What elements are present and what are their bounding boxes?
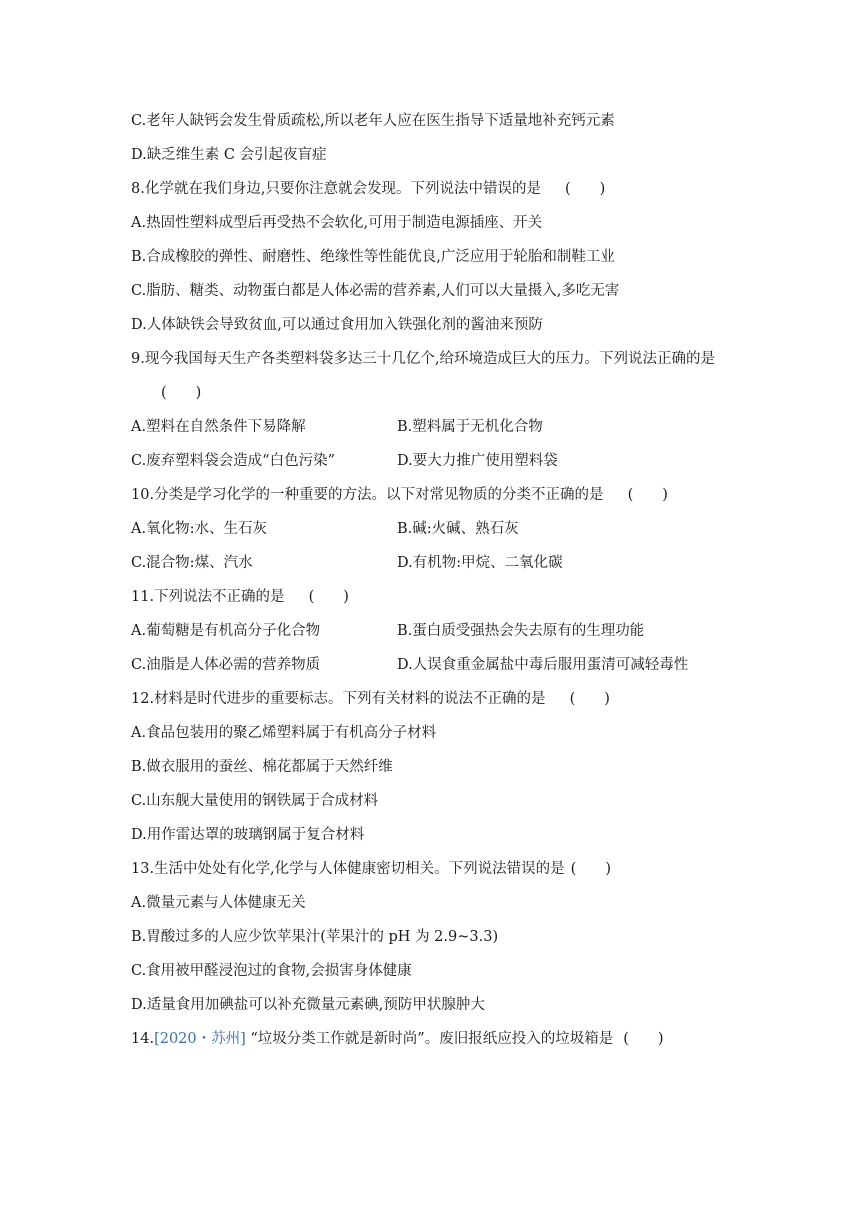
q9-stem: 9.现今我国每天生产各类塑料袋多达三十几亿个,给环境造成巨大的压力。下列说法正确的是 xyxy=(131,351,715,367)
q10-stem xyxy=(131,485,668,505)
q11-answer-paren: ( ) xyxy=(308,589,349,605)
q13-option-a: A.微量元素与人体健康无关 xyxy=(131,895,306,911)
q8-option-c: C.脂肪、糖类、动物蛋白都是人体必需的营养素,人们可以大量摄入,多吃无害 xyxy=(131,283,620,299)
q12-option-a: A.食品包装用的聚乙烯塑料属于有机高分子材料 xyxy=(131,725,437,741)
q11-stem xyxy=(131,587,349,607)
q8-answer-paren: ( ) xyxy=(564,181,606,197)
q14-stem-text: “垃圾分类工作就是新时尚”。废旧报纸应投入的垃圾箱是 xyxy=(250,1031,614,1047)
q14-number: 14. xyxy=(131,1031,155,1047)
q13-option-c: C.食用被甲醛浸泡过的食物,会损害身体健康 xyxy=(131,963,412,979)
q8-option-b: B.合成橡胶的弹性、耐磨性、绝缘性等性能优良,广泛应用于轮胎和制鞋工业 xyxy=(131,249,615,265)
q9-options-row-1 xyxy=(131,417,306,437)
q10-option-a: A.氧化物:水、生石灰 xyxy=(131,521,267,537)
q9-answer-paren: ( ) xyxy=(161,385,202,401)
q12-option-c: C.山东舰大量使用的钢铁属于合成材料 xyxy=(131,793,379,809)
q11-option-b: B.蛋白质受强热会失去原有的生理功能 xyxy=(397,623,645,639)
q14-source-tag: [2020・苏州] xyxy=(154,1031,246,1047)
q8-option-a: A.热固性塑料成型后再受热不会软化,可用于制造电源插座、开关 xyxy=(131,215,543,231)
q10-option-d: D.有机物:甲烷、二氧化碳 xyxy=(397,555,563,571)
q8-option-d: D.人体缺铁会导致贫血,可以通过食用加入铁强化剂的酱油来预防 xyxy=(131,317,543,333)
q14-answer-paren: ( ) xyxy=(623,1031,664,1047)
q8-stem-text: 8.化学就在我们身边,只要你注意就会发现。下列说法中错误的是 xyxy=(131,181,541,197)
q11-option-d: D.人误食重金属盐中毒后服用蛋清可减轻毒性 xyxy=(397,657,689,673)
q13-stem xyxy=(131,859,611,879)
q9-option-b: B.塑料属于无机化合物 xyxy=(397,419,543,435)
q13-stem-text: 13.生活中处处有化学,化学与人体健康密切相关。下列说法错误的是 xyxy=(131,861,565,877)
q10-option-c: C.混合物:煤、汽水 xyxy=(131,555,253,571)
q8-stem xyxy=(131,179,605,199)
q10-answer-paren: ( ) xyxy=(627,487,668,503)
q7-option-c: C.老年人缺钙会发生骨质疏松,所以老年人应在医生指导下适量地补充钙元素 xyxy=(131,113,615,129)
q11-option-c: C.油脂是人体必需的营养物质 xyxy=(131,657,321,673)
q12-option-b: B.做衣服用的蚕丝、棉花都属于天然纤维 xyxy=(131,759,393,775)
q11-stem-text: 11.下列说法不正确的是 xyxy=(131,589,285,605)
q13-option-d: D.适量食用加碘盐可以补充微量元素碘,预防甲状腺肿大 xyxy=(131,997,485,1013)
q7-option-d: D.缺乏维生素 C 会引起夜盲症 xyxy=(131,147,327,163)
q12-stem-text: 12.材料是时代进步的重要标志。下列有关材料的说法不正确的是 xyxy=(131,691,546,707)
q12-option-d: D.用作雷达罩的玻璃钢属于复合材料 xyxy=(131,827,365,843)
q10-stem-text: 10.分类是学习化学的一种重要的方法。以下对常见物质的分类不正确的是 xyxy=(131,487,604,503)
q9-option-a: A.塑料在自然条件下易降解 xyxy=(131,419,306,435)
q9-option-d: D.要大力推广使用塑料袋 xyxy=(397,453,558,469)
q12-answer-paren: ( ) xyxy=(569,691,610,707)
q13-answer-paren: ( ) xyxy=(570,861,611,877)
q12-stem xyxy=(131,689,610,709)
q13-option-b: B.胃酸过多的人应少饮苹果汁(苹果汁的 pH 为 2.9~3.3) xyxy=(131,929,499,945)
q10-option-b: B.碱:火碱、熟石灰 xyxy=(397,521,519,537)
q11-option-a: A.葡萄糖是有机高分子化合物 xyxy=(131,623,321,639)
q14-stem xyxy=(131,1029,664,1049)
q9-option-c: C.废弃塑料袋会造成“白色污染” xyxy=(131,453,336,469)
